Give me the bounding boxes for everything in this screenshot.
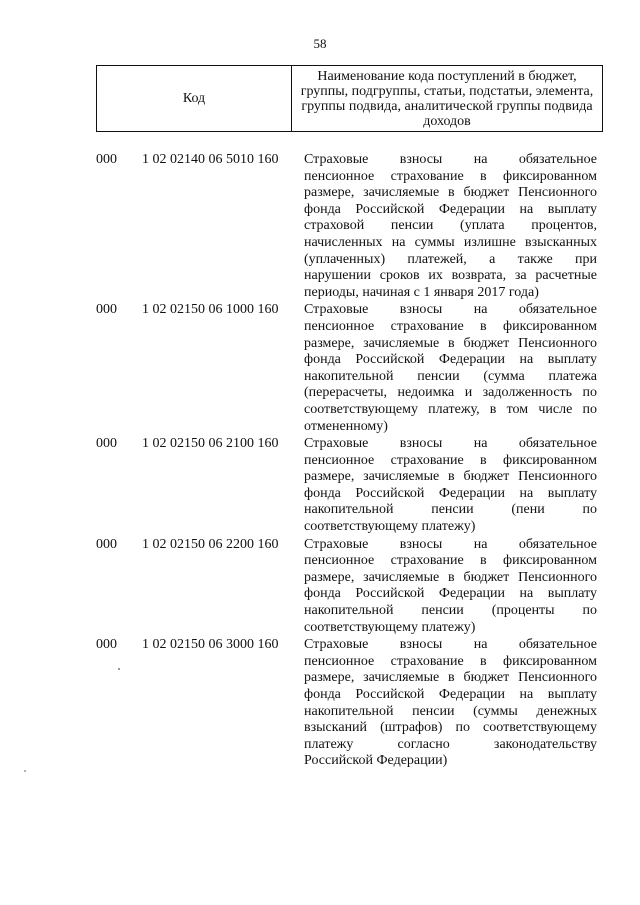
- description-line: соответствующему платежу, в том числе по: [304, 401, 597, 417]
- description-line: Страховые взносы на обязательное: [304, 536, 597, 552]
- description-line: накопительной пенсии (проценты по: [304, 603, 597, 619]
- table-row: [96, 537, 603, 637]
- description-line: фонда Российской Федерации на выплату: [304, 485, 597, 501]
- revenue-code: 1 02 02150 06 2200 160: [142, 536, 279, 552]
- description-line: страховой пенсии (уплата процентов,: [304, 218, 597, 234]
- description-line: накопительной пенсии (сумма платежа: [304, 368, 597, 384]
- table-row: [96, 436, 603, 536]
- table-row: [96, 152, 603, 301]
- description-line: Российской Федерации): [304, 753, 448, 769]
- description-line: (перерасчеты, недоимка и задолженность по: [304, 385, 597, 401]
- description-line: (уплаченных) платежей, а также при: [304, 251, 597, 267]
- revenue-code: 1 02 02150 06 2100 160: [142, 436, 279, 452]
- description-line: отмененному): [304, 418, 388, 434]
- admin-code: 000: [96, 436, 117, 452]
- description-line: пенсионное страхование в фиксированном: [304, 168, 597, 184]
- description-line: начисленных на суммы излишне взысканных: [304, 234, 597, 250]
- scan-speck: [118, 668, 120, 670]
- description-line: периоды, начиная с 1 января 2017 года): [304, 284, 539, 300]
- admin-code: 000: [96, 637, 117, 653]
- description-line: размере, зачисляемые в бюджет Пенсионного: [304, 469, 597, 485]
- description-line: пенсионное страхование в фиксированном: [304, 553, 597, 569]
- description-line: Страховые взносы на обязательное: [304, 637, 597, 653]
- scan-speck: [24, 770, 26, 772]
- table-row: [96, 637, 603, 770]
- revenue-code: 1 02 02150 06 1000 160: [142, 302, 279, 318]
- description-line: пенсионное страхование в фиксированном: [304, 318, 597, 334]
- description-line: платежу согласно законодательству: [304, 736, 597, 752]
- header-code-cell: Код: [97, 66, 292, 132]
- page-number: 58: [313, 36, 327, 51]
- code-list: [96, 152, 603, 771]
- table-header: [96, 65, 603, 132]
- table-row: [96, 302, 603, 435]
- description-line: пенсионное страхование в фиксированном: [304, 452, 597, 468]
- description-line: накопительной пенсии (суммы денежных: [304, 703, 597, 719]
- admin-code: 000: [96, 302, 117, 318]
- admin-code: 000: [96, 152, 117, 167]
- description-line: размере, зачисляемые в бюджет Пенсионного: [304, 569, 597, 585]
- description-line: размере, зачисляемые в бюджет Пенсионного: [304, 185, 597, 201]
- description-line: Страховые взносы на обязательное: [304, 302, 597, 318]
- description-line: фонда Российской Федерации на выплату: [304, 586, 597, 602]
- description-line: взысканий (штрафов) по соответствующему: [304, 720, 597, 736]
- admin-code: 000: [96, 536, 117, 552]
- revenue-description: [304, 637, 597, 770]
- revenue-description: [304, 436, 597, 536]
- description-line: соответствующему платежу): [304, 619, 476, 635]
- description-line: соответствующему платежу): [304, 519, 476, 535]
- description-line: фонда Российской Федерации на выплату: [304, 352, 597, 368]
- description-line: фонда Российской Федерации на выплату: [304, 201, 597, 217]
- revenue-code: 1 02 02150 06 3000 160: [142, 637, 279, 653]
- description-line: накопительной пенсии (пени по: [304, 502, 597, 518]
- revenue-description: [304, 537, 597, 637]
- description-line: нарушении сроков их возврата, за расчетные: [304, 268, 597, 284]
- description-line: размере, зачисляемые в бюджет Пенсионного: [304, 335, 597, 351]
- description-line: Страховые взносы на обязательное: [304, 436, 597, 452]
- revenue-description: [304, 302, 597, 435]
- description-line: Страховые взносы на обязательное: [304, 152, 597, 167]
- description-line: пенсионное страхование в фиксированном: [304, 653, 597, 669]
- revenue-description: [304, 152, 597, 301]
- description-line: размере, зачисляемые в бюджет Пенсионного: [304, 670, 597, 686]
- header-name-cell: Наименование кода поступлений в бюджет, группы, подгруппы, статьи, подстатьи, элемента, группы подвида, аналитической группы подвида доходов: [292, 66, 603, 132]
- description-line: фонда Российской Федерации на выплату: [304, 687, 597, 702]
- revenue-code: 1 02 02140 06 5010 160: [142, 152, 279, 167]
